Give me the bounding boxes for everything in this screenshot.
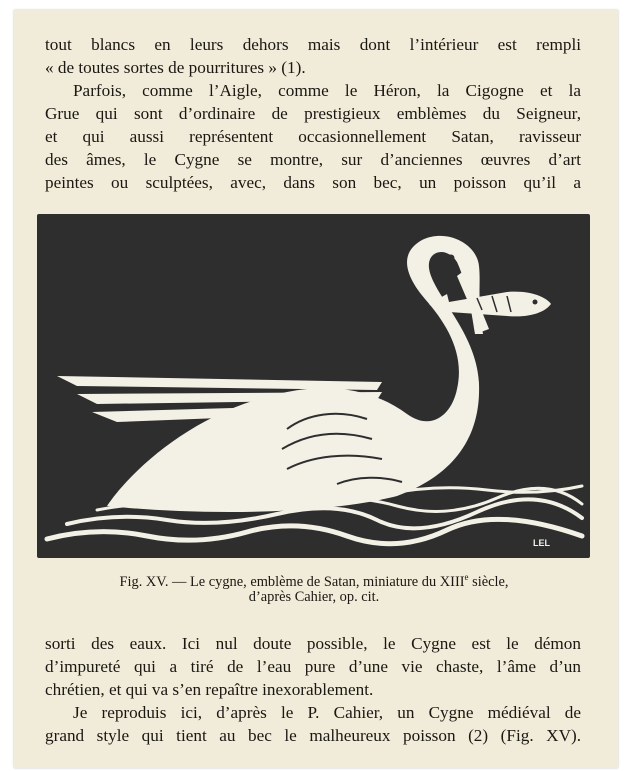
text-line: et qui aussi représentent occasionnellement Satan, ravisseur — [45, 127, 581, 146]
top-paragraphs — [45, 33, 581, 194]
bottom-paragraphs — [45, 632, 581, 747]
text-line: peintes ou sculptées, avec, dans son bec, un poisson qu’il a — [45, 173, 581, 192]
caption-text: Fig. XV. — Le cygne, emblème de Satan, miniature du XIII — [119, 573, 465, 590]
caption-text: siècle, — [468, 573, 509, 590]
text-line: grand style qui tient au bec le malheureux poisson (2) (Fig. XV). — [45, 726, 581, 745]
text-line: Grue qui sont d’ordinaire de prestigieux emblèmes du Seigneur, — [45, 104, 581, 123]
text-line: sorti des eaux. Ici nul doute possible, le Cygne est le démon — [45, 634, 581, 653]
text-line: Parfois, comme l’Aigle, comme le Héron, la Cigogne et la — [73, 81, 581, 100]
swan-shape — [57, 236, 489, 512]
text-line: des âmes, le Cygne se montre, sur d’anciennes œuvres d’art — [45, 150, 581, 169]
swan-illustration — [37, 214, 590, 558]
caption-superscript: e — [464, 572, 469, 582]
text-line: chrétien, et qui va s’en repaître inexorablement. — [45, 680, 374, 699]
artist-monogram: LEL — [533, 538, 550, 548]
swan-woodcut-figure — [37, 214, 590, 558]
text-line: tout blancs en leurs dehors mais dont l’intérieur est rempli — [45, 35, 581, 54]
text-line: « de toutes sortes de pourritures » (1). — [45, 58, 306, 77]
text-line: Je reproduis ici, d’après le P. Cahier, un Cygne médiéval de — [73, 703, 581, 722]
figure-caption-line-2: d’après Cahier, op. cit. — [248, 589, 380, 605]
fish-shape — [429, 292, 551, 320]
text-line: d’impureté qui a tiré de l’eau pure d’une vie chaste, l’âme d’un — [45, 657, 581, 676]
